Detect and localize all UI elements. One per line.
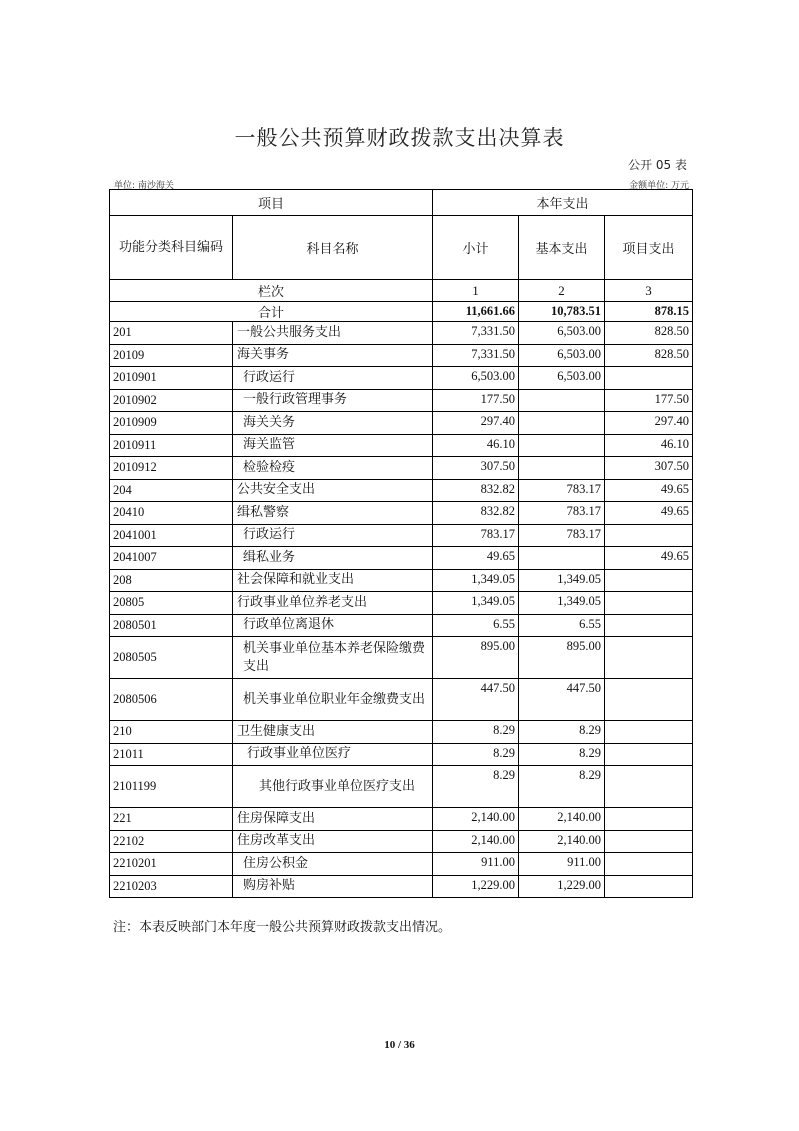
header-subject-name: 科目名称 [233, 216, 433, 280]
row-subtotal: 911.00 [433, 853, 519, 876]
row-basic: 1,349.05 [519, 569, 605, 592]
table-row [110, 808, 693, 831]
reporting-unit: 单位: 南沙海关 [114, 181, 174, 191]
row-subject-name: 住房公积金 [233, 853, 433, 876]
row-project [605, 853, 693, 876]
table-row [110, 367, 693, 390]
row-subject-name: 行政事业单位养老支出 [233, 592, 433, 615]
row-subtotal: 783.17 [433, 524, 519, 547]
row-subject-name: 一般公共服务支出 [233, 322, 433, 345]
row-basic: 2,140.00 [519, 830, 605, 853]
row-project [605, 875, 693, 898]
header-project-exp: 项目支出 [605, 216, 693, 280]
row-subtotal: 177.50 [433, 389, 519, 412]
row-subtotal: 6.55 [433, 614, 519, 637]
row-basic [519, 412, 605, 435]
row-basic: 6,503.00 [519, 322, 605, 345]
row-code: 201 [110, 322, 233, 345]
row-subtotal: 6,503.00 [433, 367, 519, 390]
row-basic: 8.29 [519, 766, 605, 808]
row-project [605, 679, 693, 721]
row-basic: 911.00 [519, 853, 605, 876]
row-code: 21011 [110, 743, 233, 766]
row-basic: 783.17 [519, 524, 605, 547]
form-number: 公开 05 表 [628, 158, 687, 172]
page-title: 一般公共预算财政拨款支出决算表 [234, 126, 565, 150]
header-row-1 [110, 190, 693, 216]
total-label: 合计 [110, 302, 433, 322]
column-number-1: 1 [433, 280, 519, 302]
row-subject-name: 机关事业单位职业年金缴费支出 [233, 679, 433, 721]
row-project: 828.50 [605, 344, 693, 367]
row-basic: 6.55 [519, 614, 605, 637]
row-basic [519, 389, 605, 412]
table-row [110, 547, 693, 570]
header-row-2 [110, 216, 693, 280]
row-code: 2080501 [110, 614, 233, 637]
row-subject-name: 缉私警察 [233, 502, 433, 525]
row-basic [519, 457, 605, 480]
row-code: 2210201 [110, 853, 233, 876]
row-project [605, 592, 693, 615]
row-subject-name: 行政单位离退休 [233, 614, 433, 637]
header-subtotal: 小计 [433, 216, 519, 280]
row-subtotal: 7,331.50 [433, 344, 519, 367]
row-subtotal: 1,349.05 [433, 592, 519, 615]
row-basic: 447.50 [519, 679, 605, 721]
header-basic: 基本支出 [519, 216, 605, 280]
row-code: 2041007 [110, 547, 233, 570]
row-basic: 1,229.00 [519, 875, 605, 898]
row-code: 221 [110, 808, 233, 831]
row-subtotal: 832.82 [433, 502, 519, 525]
row-subtotal: 49.65 [433, 547, 519, 570]
row-subject-name: 一般行政管理事务 [233, 389, 433, 412]
row-project: 297.40 [605, 412, 693, 435]
row-subtotal: 895.00 [433, 637, 519, 679]
row-subject-name: 海关关务 [233, 412, 433, 435]
row-subject-name: 住房改革支出 [233, 830, 433, 853]
total-row [110, 302, 693, 322]
row-subtotal: 46.10 [433, 434, 519, 457]
row-project: 828.50 [605, 322, 693, 345]
row-subtotal: 297.40 [433, 412, 519, 435]
row-project [605, 808, 693, 831]
row-project: 49.65 [605, 479, 693, 502]
column-number-row [110, 280, 693, 302]
row-subtotal: 7,331.50 [433, 322, 519, 345]
row-project [605, 569, 693, 592]
row-basic: 8.29 [519, 721, 605, 744]
table-row [110, 743, 693, 766]
row-subject-name: 行政运行 [233, 524, 433, 547]
row-project [605, 766, 693, 808]
table-row [110, 766, 693, 808]
table-row [110, 721, 693, 744]
column-number-label: 栏次 [110, 280, 433, 302]
table-row [110, 412, 693, 435]
table-row [110, 502, 693, 525]
table-row [110, 853, 693, 876]
table-row [110, 524, 693, 547]
header-current-year: 本年支出 [433, 190, 693, 216]
row-code: 210 [110, 721, 233, 744]
row-project [605, 830, 693, 853]
row-project: 307.50 [605, 457, 693, 480]
row-project [605, 637, 693, 679]
row-code: 2041001 [110, 524, 233, 547]
row-code: 2010902 [110, 389, 233, 412]
row-basic [519, 547, 605, 570]
row-project [605, 367, 693, 390]
page-number: 10 / 36 [384, 1039, 415, 1051]
row-subtotal: 2,140.00 [433, 808, 519, 831]
row-code: 2210203 [110, 875, 233, 898]
row-subtotal: 8.29 [433, 766, 519, 808]
row-project: 49.65 [605, 502, 693, 525]
row-basic [519, 434, 605, 457]
header-func-code: 功能分类科目编码 [110, 216, 233, 280]
row-code: 208 [110, 569, 233, 592]
row-subject-name: 行政事业单位医疗 [233, 743, 433, 766]
table-row [110, 614, 693, 637]
table-row [110, 322, 693, 345]
column-number-3: 3 [605, 280, 693, 302]
row-subject-name: 行政运行 [233, 367, 433, 390]
row-subtotal: 8.29 [433, 721, 519, 744]
table-row [110, 479, 693, 502]
row-subject-name: 卫生健康支出 [233, 721, 433, 744]
row-subject-name: 社会保障和就业支出 [233, 569, 433, 592]
row-basic: 2,140.00 [519, 808, 605, 831]
row-code: 2080506 [110, 679, 233, 721]
row-subject-name: 缉私业务 [233, 547, 433, 570]
table-row [110, 569, 693, 592]
row-basic: 895.00 [519, 637, 605, 679]
row-basic: 6,503.00 [519, 344, 605, 367]
table-row [110, 434, 693, 457]
row-project [605, 614, 693, 637]
row-subject-name: 购房补贴 [233, 875, 433, 898]
row-subtotal: 2,140.00 [433, 830, 519, 853]
row-subject-name: 公共安全支出 [233, 479, 433, 502]
row-basic: 1,349.05 [519, 592, 605, 615]
header-project: 项目 [110, 190, 433, 216]
row-project: 46.10 [605, 434, 693, 457]
row-code: 20109 [110, 344, 233, 367]
row-subtotal: 8.29 [433, 743, 519, 766]
row-subtotal: 1,349.05 [433, 569, 519, 592]
row-project: 49.65 [605, 547, 693, 570]
row-project: 177.50 [605, 389, 693, 412]
row-project [605, 721, 693, 744]
row-code: 2010911 [110, 434, 233, 457]
column-number-2: 2 [519, 280, 605, 302]
table-row [110, 344, 693, 367]
table-row [110, 592, 693, 615]
total-project: 878.15 [605, 302, 693, 322]
row-basic: 783.17 [519, 502, 605, 525]
table-row [110, 389, 693, 412]
row-subject-name: 海关事务 [233, 344, 433, 367]
row-code: 20410 [110, 502, 233, 525]
row-subtotal: 832.82 [433, 479, 519, 502]
row-code: 2010909 [110, 412, 233, 435]
table-row [110, 637, 693, 679]
row-subject-name: 海关监管 [233, 434, 433, 457]
total-basic: 10,783.51 [519, 302, 605, 322]
table-row [110, 457, 693, 480]
row-subject-name: 其他行政事业单位医疗支出 [233, 766, 433, 808]
row-code: 2010912 [110, 457, 233, 480]
row-basic: 8.29 [519, 743, 605, 766]
row-code: 20805 [110, 592, 233, 615]
table-row [110, 875, 693, 898]
row-project [605, 524, 693, 547]
row-code: 204 [110, 479, 233, 502]
row-code: 22102 [110, 830, 233, 853]
total-subtotal: 11,661.66 [433, 302, 519, 322]
row-basic: 783.17 [519, 479, 605, 502]
row-code: 2080505 [110, 637, 233, 679]
table-row [110, 830, 693, 853]
row-subtotal: 307.50 [433, 457, 519, 480]
row-subject-name: 机关事业单位基本养老保险缴费支出 [233, 637, 433, 679]
table-note: 注：本表反映部门本年度一般公共预算财政拨款支出情况。 [113, 920, 452, 935]
row-subject-name: 住房保障支出 [233, 808, 433, 831]
row-subtotal: 447.50 [433, 679, 519, 721]
row-code: 2101199 [110, 766, 233, 808]
amount-unit: 金额单位: 万元 [629, 181, 689, 191]
row-subtotal: 1,229.00 [433, 875, 519, 898]
expenditure-table [109, 189, 693, 898]
row-subject-name: 检验检疫 [233, 457, 433, 480]
table-row [110, 679, 693, 721]
row-code: 2010901 [110, 367, 233, 390]
row-basic: 6,503.00 [519, 367, 605, 390]
row-project [605, 743, 693, 766]
